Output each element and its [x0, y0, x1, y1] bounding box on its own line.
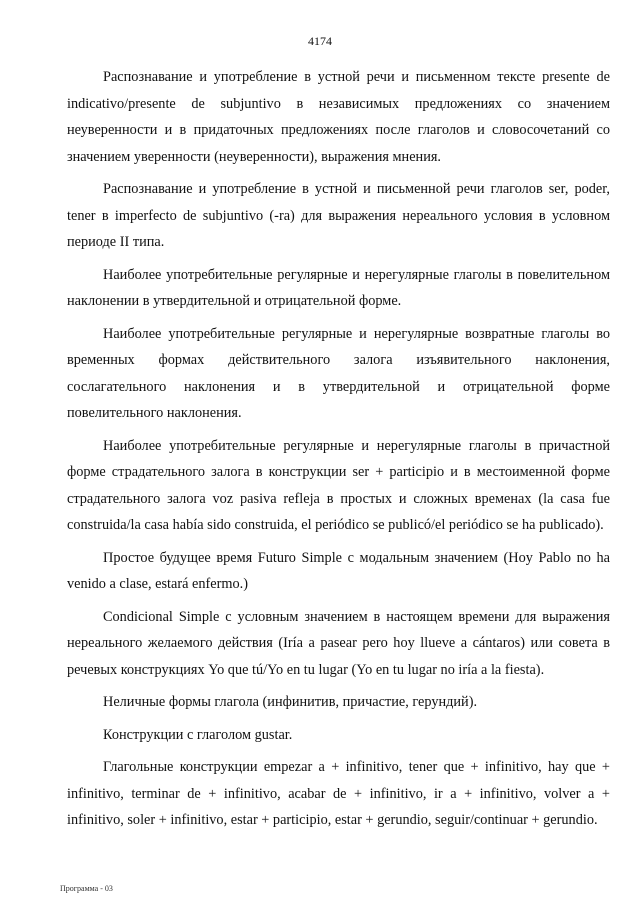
- paragraph-passive-voice: Наиболее употребительные регулярные и нерегулярные глаголы в причастной форме страдательного залога в конструкции ser + participio и в местоименной форме страдательного залога voz pasiva refleja в простых и сложных временах (la casa fue construida/la casa había sido construida, el periódico se publicó/el periódico se ha publicado).: [67, 437, 610, 533]
- paragraph-verbal-constructions: Глагольные конструкции empezar a + infinitivo, tener que + infinitivo, hay que + infinitivo, terminar de + infinitivo, acabar de + infinitivo, ir a + infinitivo, volver a + infinitivo, soler + infinitivo, estar + participio, estar + gerundio, seguir/continuar + gerundio.: [67, 759, 610, 828]
- paragraph-imperfect-subjunctive: Распознавание и употребление в устной и письменной речи глаголов ser, poder, tener в imperfecto de subjuntivo (-ra) для выражения нереального условия в условном периоде II типа.: [67, 181, 610, 250]
- footer-label: Программа - 03: [60, 884, 113, 893]
- paragraph-conditional-simple: Condicional Simple с условным значением в настоящем времени для выражения нереального желаемого действия (Iría a pasear pero hoy llueve a cántaros) или совета в речевых конструкциях Yo que tú/Yo en tu lugar (Yo en tu lugar no iría a la fiesta).: [67, 608, 610, 678]
- page-number: 4174: [308, 34, 332, 48]
- paragraph-gustar: Конструкции с глаголом gustar.: [103, 726, 293, 743]
- paragraph-non-finite-forms: Неличные формы глагола (инфинитив, причастие, герундий).: [103, 694, 478, 710]
- paragraph-present-subjunctive: Распознавание и употребление в устной речи и письменном тексте presente de indicativo/presente de subjuntivo в независимых предложениях со значением неуверенности и в придаточных предложениях после глаголов и словосочетаний со значением уверенности (неуверенности), выражения мнения.: [67, 69, 610, 165]
- paragraph-future-simple: Простое будущее время Futuro Simple с модальным значением (Hoy Pablo no ha venido a clase, estará enfermo.): [67, 549, 610, 592]
- paragraph-reflexive-verbs: Наиболее употребительные регулярные и нерегулярные возвратные глаголы во временных формах действительного залога изъявительного наклонения, сослагательного наклонения и в утвердительной и отрицательной форме повелительного наклонения.: [67, 325, 610, 421]
- document-body: [67, 64, 610, 840]
- paragraph-imperative: Наиболее употребительные регулярные и нерегулярные глаголы в повелительном наклонении в утвердительной и отрицательной форме.: [67, 266, 610, 309]
